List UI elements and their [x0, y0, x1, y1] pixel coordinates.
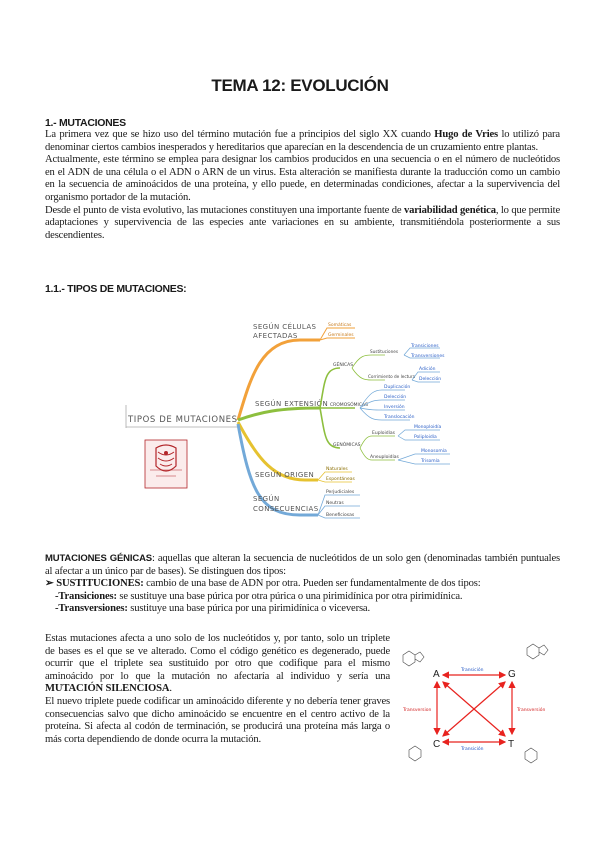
leaf-poliploidia: Poliploidía: [414, 435, 437, 440]
leaf-duplicacion: Duplicación: [384, 385, 411, 390]
leaf-transversiones: Transversiones: [411, 354, 445, 359]
section-genicas: [45, 553, 560, 616]
leaf-germinales: Germinales: [328, 333, 354, 338]
section-effects: [45, 633, 390, 746]
term-transversiones: -Transversiones:: [55, 603, 128, 615]
text: La primera vez que se hizo uso del término mutación fue a principios del siglo XX cuando: [45, 129, 435, 140]
connector: [320, 338, 355, 340]
leaf-translocacion: Translocación: [384, 415, 415, 420]
branch-extension-label: SEGÚN EXTENSIÓN: [255, 400, 329, 408]
paragraph-evolution: [45, 205, 560, 243]
term-transiciones: -Transiciones:: [55, 590, 117, 602]
leaf-beneficiosas: Beneficiosas: [326, 513, 355, 518]
text: Desde el punto de vista evolutivo, las mutaciones constituyen una importante fuente de: [45, 204, 404, 216]
leaf-inversion: Inversión: [384, 405, 405, 410]
label-transversion-right: Transversión: [517, 708, 546, 713]
node-cromosomicas: CROMOSÓMICAS: [330, 403, 368, 408]
node-genicas: GÉNICAS: [333, 363, 354, 368]
paragraph-silent: [45, 633, 390, 696]
leaf-monosomia: Monosomía: [421, 449, 447, 454]
transition-transversion-diagram: [395, 630, 565, 780]
label-transversion-left: Transversion: [403, 708, 432, 713]
section-heading-mutaciones: 1.- MUTACIONES: [45, 117, 126, 129]
branch-celulas-label-2: AFECTADAS: [253, 332, 298, 340]
highlight-name: Hugo de Vries: [434, 129, 499, 140]
leaf-perjudiciales: Perjudiciales: [326, 490, 355, 495]
leaf-deleccion-crom: Delección: [384, 395, 407, 400]
adenine-molecule-icon: [403, 651, 424, 666]
leaf-espontaneas: Espontáneas: [326, 477, 355, 482]
guanine-molecule-icon: [527, 644, 548, 659]
node-sustituciones: Sustituciones: [370, 349, 399, 354]
leaf-deleccion: Delección: [419, 377, 442, 382]
leaf-neutras: Neutras: [326, 501, 344, 506]
section-heading-tipos: 1.1.- TIPOS DE MUTACIONES:: [45, 283, 187, 295]
branch-origen-label: SEGÚN ORIGEN: [255, 471, 315, 479]
paragraph-consequences: El nuevo triplete puede codificar un aminoácido diferente y no debería tener graves consecuencias salvo que dicho aminoácido se encuentre en el centro activo de la proteína. Si afecta al codón de terminación, se producirá una proteína más larga o más corta dependiendo de donde ocurra la mutación.: [45, 695, 390, 745]
branch-celulas-label-1: SEGÚN CÉLULAS: [253, 323, 317, 331]
text: .: [169, 683, 172, 695]
university-seal-logo: [145, 440, 187, 488]
term-genicas: MUTACIONES GÉNICAS: [45, 553, 152, 564]
leaf-naturales: Naturales: [326, 467, 348, 472]
paragraph-sustituciones: [45, 578, 560, 591]
base-c: C: [433, 739, 441, 750]
page-title: TEMA 12: EVOLUCIÓN: [211, 76, 389, 95]
base-g: G: [508, 669, 516, 680]
section-mutaciones-text: [45, 129, 560, 242]
node-aneuploidias: Aneuploidías: [370, 455, 399, 460]
branch-consecuencias-label-1: SEGÚN: [253, 495, 280, 503]
leaf-transiciones: Transiciones: [411, 344, 439, 349]
paragraph-definition: Actualmente, este término se emplea para designar los cambios producidos en una secuencia o en el número de nucleótidos en el ADN de una célula o el ADN o ARN de un virus. Esta alteración se manifiesta durante la traducción como un cambio en la secuencia de aminoácidos de una proteína, y ello puede, en determinadas condiciones, afectar a la supervivencia del organismo portador de la mutación.: [45, 154, 560, 203]
node-genomicas: GENÓMICAS: [333, 443, 361, 448]
text: cambio de una base de ADN por otra. Pueden ser fundamentalmente de dos tipos:: [143, 578, 481, 590]
text: , lo que permite adaptaciones y supervivencia de las especies ante variaciones en su ambiente, transmitiéndola posteriormente a sus descendientes.: [45, 204, 560, 241]
leaf-trisomia: Trisomía: [421, 459, 440, 464]
base-t: T: [508, 739, 515, 750]
leaf-adicion: Adición: [419, 367, 436, 372]
mindmap-root: TIPOS DE MUTACIONES: [128, 415, 238, 425]
node-corrimiento: Corrimiento de lectura: [368, 374, 416, 379]
cytosine-molecule-icon: [409, 746, 421, 761]
text: : aquellas que alteran la secuencia de nucleótidos de un solo gen (denominadas también puntuales al afectar a un único par de bases). Se distinguen dos tipos:: [45, 553, 560, 577]
branch-extension-line: [238, 408, 320, 420]
paragraph-intro: [45, 129, 560, 154]
highlight-term: variabilidad genética: [403, 204, 496, 216]
connector: [352, 355, 385, 368]
text: se sustituye una base púrica por otra púrica o una pirimidínica por otra pirimidínica.: [116, 590, 463, 602]
leaf-monoploidia: Monoploidía: [414, 425, 442, 430]
text: sustituye una base púrica por una pirimidínica o viceversa.: [127, 603, 370, 615]
term-sustituciones: ➢ SUSTITUCIONES:: [45, 578, 144, 590]
paragraph-transversiones: [45, 603, 560, 616]
label-transicion-bottom: Transición: [461, 747, 484, 752]
term-silenciosa: MUTACIÓN SILENCIOSA: [45, 683, 170, 695]
thymine-molecule-icon: [525, 748, 537, 763]
text: lo utilizó para denominar ciertos cambios inesperados y hereditarios que aparecían en la descendencia de un cruzamiento entre plantas.: [45, 129, 560, 153]
paragraph-genicas: [45, 553, 560, 578]
mutation-types-mindmap: [0, 300, 600, 550]
text: Estas mutaciones afecta a uno solo de los nucleótidos y, por tanto, solo un triplete de bases es el que se ve alterado. Como el código genético es degenerado, puede ocurrir que el triplete sea sustituido por otro que codifique para el mismo aminoácido por lo que la mutación no afectaría al individuo y sería una: [45, 633, 390, 682]
node-euploidias: Euploidías: [372, 431, 396, 436]
connector: [360, 436, 395, 448]
base-a: A: [433, 669, 440, 680]
label-transicion-top: Transición: [461, 668, 484, 673]
leaf-somaticas: Somáticas: [328, 323, 352, 328]
connector: [320, 408, 340, 448]
paragraph-transiciones: [45, 591, 560, 604]
branch-consecuencias-label-2: CONSECUENCIAS: [253, 505, 319, 513]
